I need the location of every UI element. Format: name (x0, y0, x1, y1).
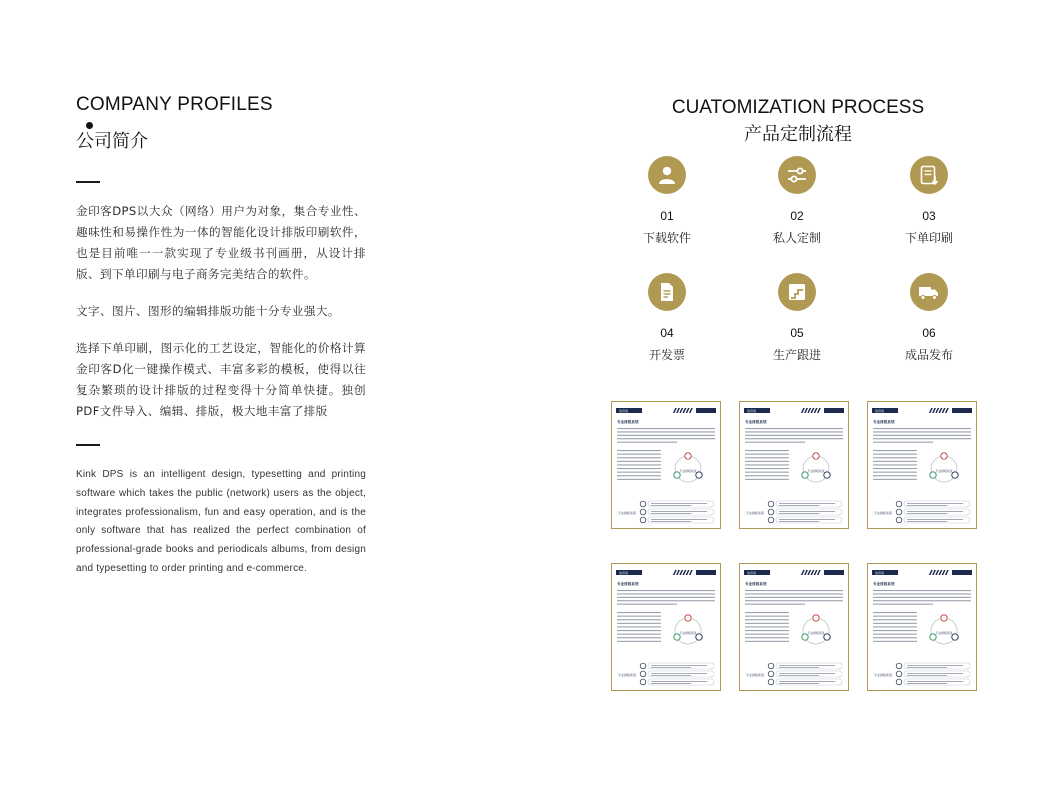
document-thumbnail (867, 563, 977, 691)
intro-paragraph-3: 选择下单印刷，图示化的工艺设定，智能化的价格计算金印客D化一键操作模式、丰富多彩的模板，使得以往复杂繁琐的设计排版的过程变得十分简单快捷。独创PDF文件导入、编辑、排版，极大地丰富了排版 (76, 341, 366, 418)
delivery-truck-icon (910, 273, 948, 311)
step-label: 下载软件 (642, 231, 691, 245)
document-download-icon (910, 156, 948, 194)
bullet-dot (86, 122, 93, 129)
sliders-icon (778, 156, 816, 194)
thumb-side-label: 专业排版系统 (617, 511, 637, 515)
thumb-cycle-label: 专业排版系统 (679, 469, 697, 473)
process-header (640, 96, 956, 147)
user-icon (648, 156, 686, 194)
thumb-heading: 专业排版系统 (745, 420, 767, 424)
thumb-tag: 金印客 (619, 409, 629, 414)
document-thumbnail (739, 563, 849, 691)
invoice-icon (648, 273, 686, 311)
process-step-1 (612, 156, 722, 245)
intro-paragraph-1: 金印客DPS以大众（网络）用户为对象，集合专业性、趣味性和易操作性为一体的智能化设计排版印刷软件，也是目前唯一一款实现了专业级书刊画册，从设计排版、到下单印刷与电子商务完美结合的软件。 (76, 204, 366, 281)
process-step-6 (874, 273, 984, 362)
thumb-tag: 金印客 (747, 571, 757, 576)
step-label: 开发票 (648, 348, 685, 362)
process-title-en: CUATOMIZATION PROCESS (671, 97, 925, 118)
step-number: 05 (790, 326, 804, 340)
thumb-cycle-label: 专业排版系统 (679, 631, 697, 635)
thumb-cycle-label: 专业排版系统 (935, 469, 953, 473)
thumb-side-label: 专业排版系统 (617, 673, 637, 677)
step-number: 03 (922, 209, 936, 223)
process-step-2 (742, 156, 852, 245)
section-title-en: COMPANY PROFILES (76, 94, 273, 115)
thumb-side-label: 专业排版系统 (745, 673, 765, 677)
thumb-side-label: 专业排版系统 (745, 511, 765, 515)
thumb-side-label: 专业排版系统 (873, 673, 893, 677)
step-number: 06 (922, 326, 936, 340)
company-profile-section (76, 94, 366, 579)
document-thumbnail (611, 401, 721, 529)
step-label: 私人定制 (772, 231, 821, 245)
document-thumbnail (739, 401, 849, 529)
thumb-tag: 金印客 (747, 409, 757, 414)
process-step-5 (742, 273, 852, 362)
section-title-cn: 公司简介 (76, 131, 148, 152)
thumb-cycle-label: 专业排版系统 (807, 631, 825, 635)
document-thumbnail (867, 401, 977, 529)
intro-paragraph-2: 文字、图片、图形的编辑排版功能十分专业强大。 (76, 304, 340, 318)
thumb-heading: 专业排版系统 (873, 420, 895, 424)
thumb-tag: 金印客 (875, 571, 885, 576)
divider (76, 181, 100, 183)
process-step-4 (612, 273, 722, 362)
divider (76, 444, 100, 446)
step-number: 04 (660, 326, 674, 340)
thumb-heading: 专业排版系统 (617, 582, 639, 586)
step-label: 生产跟进 (772, 348, 821, 362)
stairs-icon (778, 273, 816, 311)
thumb-tag: 金印客 (619, 571, 629, 576)
thumb-side-label: 专业排版系统 (873, 511, 893, 515)
step-label: 成品发布 (904, 348, 953, 362)
process-step-3 (874, 156, 984, 245)
thumb-heading: 专业排版系统 (873, 582, 895, 586)
thumb-heading: 专业排版系统 (617, 420, 639, 424)
intro-paragraph-en: Kink DPS is an intelligent design, typesetting and printing software which takes the public (network) users as the object, integrates professionalism, fun and easy operation, and is the only software that has realized the perfect combination of professional-grade books and periodicals albums, from design and typesetting to order printing and e-commerce. (76, 469, 366, 574)
step-number: 01 (660, 209, 674, 223)
document-thumbnail (611, 563, 721, 691)
thumb-cycle-label: 专业排版系统 (807, 469, 825, 473)
step-number: 02 (790, 209, 804, 223)
process-title-cn: 产品定制流程 (744, 124, 852, 145)
thumb-cycle-label: 专业排版系统 (935, 631, 953, 635)
step-label: 下单印刷 (904, 231, 953, 245)
thumb-heading: 专业排版系统 (745, 582, 767, 586)
thumb-tag: 金印客 (875, 409, 885, 414)
